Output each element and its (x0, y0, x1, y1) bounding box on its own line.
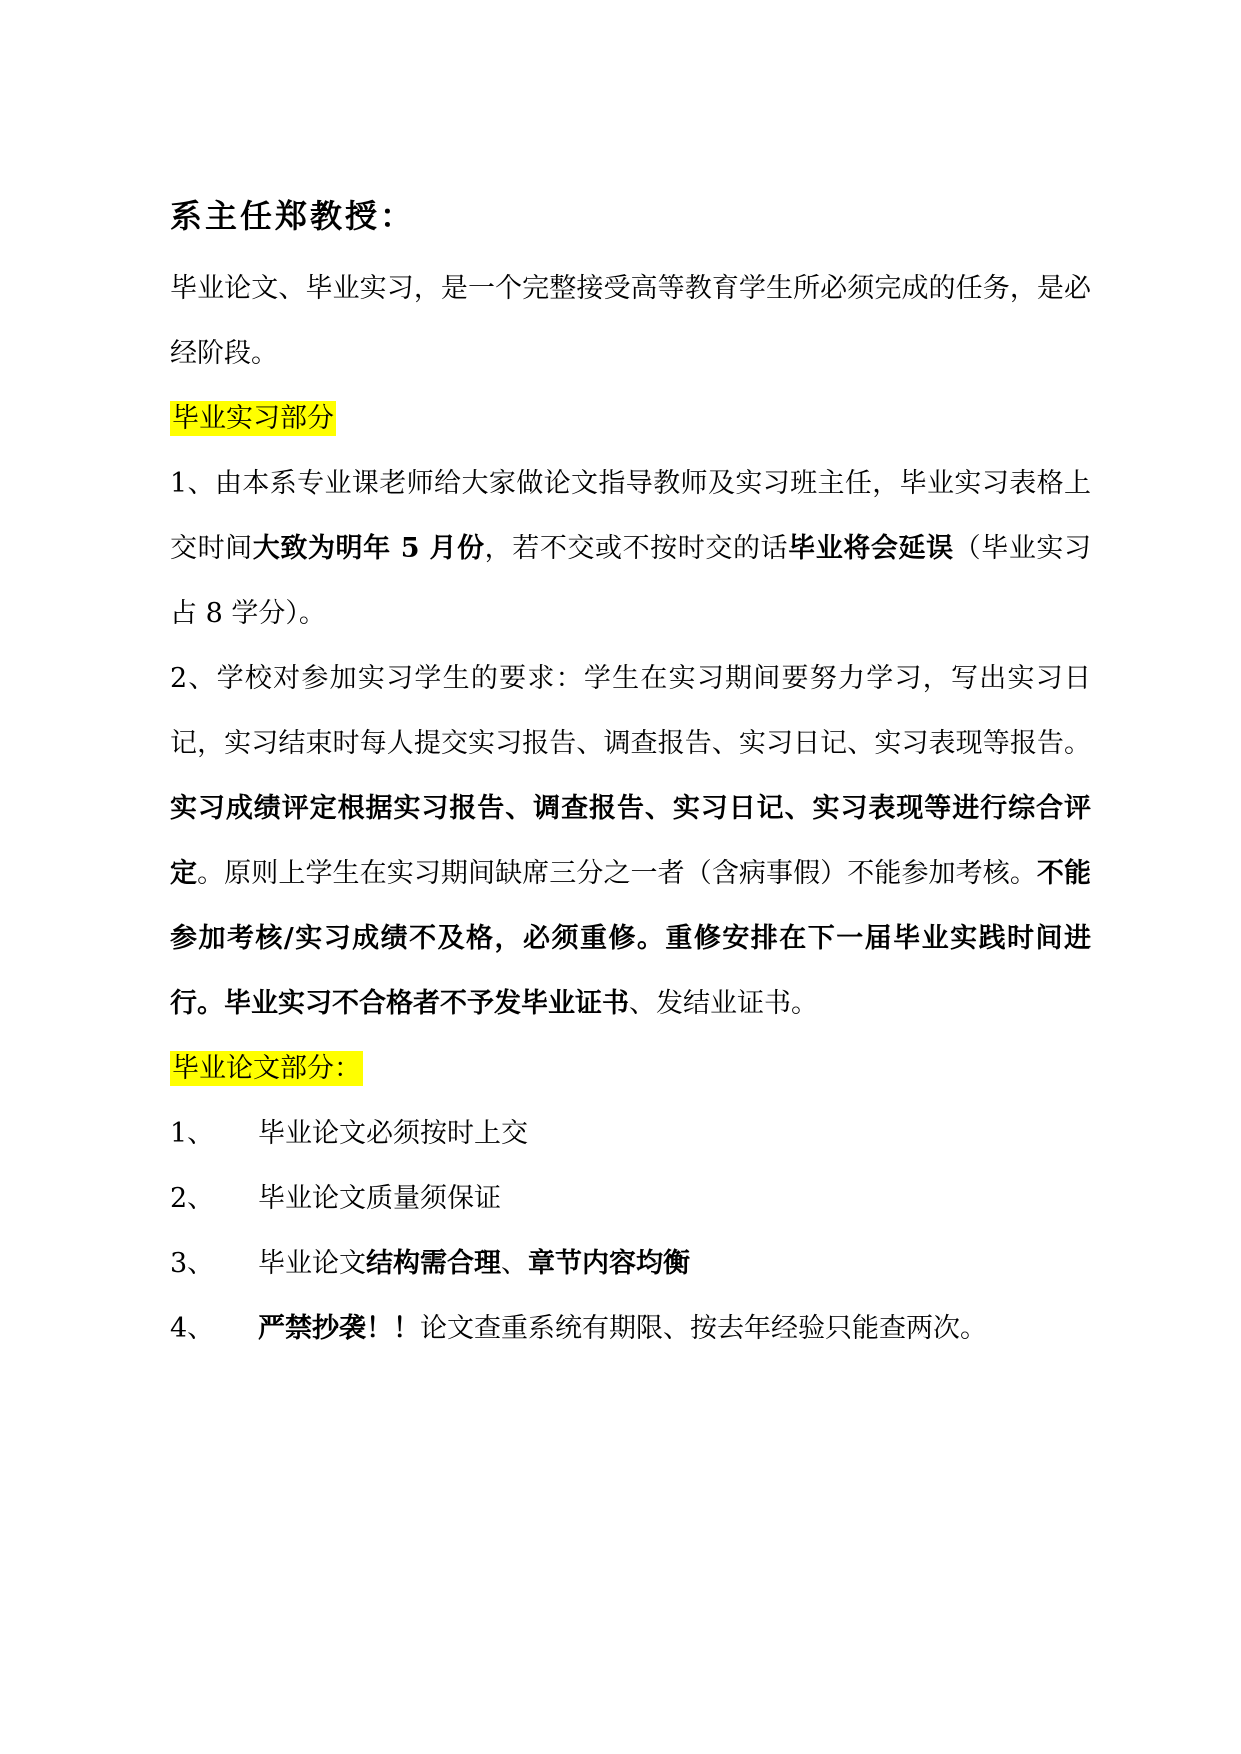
list-bold: 章节内容均衡 (528, 1248, 690, 1279)
list-number: 2、 (170, 1183, 215, 1214)
list-number: 4、 (170, 1313, 215, 1344)
thesis-heading-highlight: 毕业论文部分： (172, 1053, 361, 1084)
list-bold: 严禁抄袭！！ (258, 1313, 420, 1344)
bold-span: 不能参加考核/实习成绩不及格，必须重修。重修安排在下一届毕业实践时间进行。毕业实习不合格者不予发毕业证书 (170, 858, 1092, 1019)
internship-paragraph-2 (170, 646, 1091, 1036)
list-bold: 结构需合理 (366, 1248, 501, 1279)
bold-span: 毕业将会延误 (788, 533, 954, 564)
internship-heading-highlight: 毕业实习部分 (172, 403, 334, 434)
thesis-heading (170, 1036, 1091, 1101)
thesis-list (170, 1101, 1091, 1361)
list-number: 1、 (170, 1118, 215, 1149)
bold-span: 大致为明年 5 月份 (252, 533, 485, 564)
bold-span: 实习成绩评定根据实习报告、调查报告、实习日记、实习表现等进行综合评定 (170, 793, 1091, 889)
internship-paragraph-1 (170, 451, 1091, 646)
list-item (170, 1296, 1091, 1361)
intro-paragraph: 毕业论文、毕业实习，是一个完整接受高等教育学生所必须完成的任务，是必经阶段。 (170, 273, 1091, 369)
internship-heading (170, 386, 1091, 451)
text-span: （毕业实习占 8 学分）。 (170, 533, 1092, 629)
text-span: 1、由本系专业课老师给大家做论文指导教师及实习班主任，毕业实习表格上交时间 (170, 468, 1091, 564)
list-item (170, 1101, 1091, 1166)
list-text: 论文查重系统有期限、按去年经验只能查两次。 (420, 1313, 987, 1344)
text-span: ，若不交或不按时交的话 (484, 533, 789, 564)
list-item (170, 1166, 1091, 1231)
list-text: 毕业论文必须按时上交 (258, 1118, 528, 1149)
list-number: 3、 (170, 1248, 215, 1279)
text-span: 2、学校对参加实习学生的要求：学生在实习期间要努力学习，写出实习日记，实习结束时每人提交实习报告、调查报告、实习日记、实习表现等报告。 (170, 663, 1091, 759)
text-span: 。原则上学生在实习期间缺席三分之一者（含病事假）不能参加考核。 (197, 858, 1037, 889)
text-span: 、发结业证书。 (629, 988, 818, 1019)
list-item (170, 1231, 1091, 1296)
list-text: 毕业论文 (258, 1248, 366, 1279)
list-text: 毕业论文质量须保证 (258, 1183, 501, 1214)
list-text: 、 (501, 1248, 528, 1279)
document-title: 系主任郑教授： (170, 197, 416, 235)
